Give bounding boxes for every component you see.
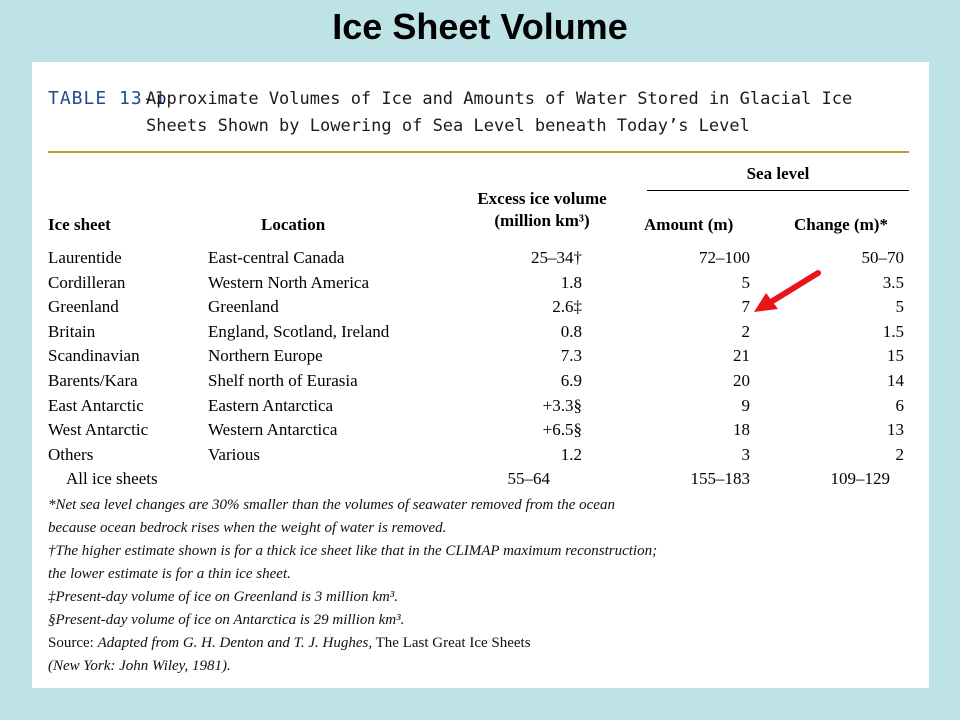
- header-ice-sheet: Ice sheet: [48, 215, 111, 234]
- slide-title: Ice Sheet Volume: [332, 6, 628, 47]
- table-row: [32, 320, 929, 345]
- footnote-section: §Present-day volume of ice on Antarctica is 29 million km³.: [48, 612, 405, 628]
- cell-ice-sheet: East Antarctic: [48, 395, 144, 415]
- cell-excess: +6.5§: [542, 420, 582, 440]
- header-excess-line2: (million km³): [494, 211, 590, 230]
- cell-location: Shelf north of Eurasia: [208, 370, 358, 390]
- table-total-row: [32, 467, 929, 492]
- cell-change: 15: [887, 346, 904, 366]
- table-row: [32, 369, 929, 394]
- cell-ice-sheet: Scandinavian: [48, 346, 140, 366]
- cell-location: Eastern Antarctica: [208, 395, 334, 415]
- cell-excess: 1.8: [560, 272, 582, 292]
- cell-ice-sheet: Britain: [48, 321, 96, 341]
- footnote-double-dagger: ‡Present-day volume of ice on Greenland is 3 million km³.: [48, 589, 398, 605]
- cell-amount: 18: [733, 420, 750, 440]
- cell-change: 50–70: [861, 248, 904, 267]
- cell-amount: 3: [741, 444, 750, 464]
- cell-ice-sheet: Cordilleran: [48, 272, 126, 292]
- cell-amount: 2: [741, 321, 750, 341]
- sea-level-group-header: Sea level: [746, 164, 810, 183]
- header-excess-line1: Excess ice volume: [477, 189, 607, 208]
- cell-amount: 20: [733, 370, 750, 390]
- cell-change: 1.5: [882, 321, 904, 341]
- cell-amount: 155–183: [690, 469, 750, 489]
- table-panel: [32, 62, 929, 688]
- cell-excess: 55–64: [507, 469, 550, 489]
- header-amount: Amount (m): [644, 215, 734, 234]
- source-book-title: The Last Great Ice Sheets: [375, 635, 531, 651]
- table-row: [32, 418, 929, 443]
- cell-change: 14: [887, 370, 904, 390]
- red-arrow-icon: [752, 269, 822, 315]
- cell-location: Western Antarctica: [208, 420, 338, 440]
- table-row: [32, 246, 929, 271]
- cell-excess: 7.3: [560, 346, 582, 366]
- cell-excess: 0.8: [560, 321, 582, 341]
- header-excess-volume: [442, 188, 642, 232]
- cell-location: Northern Europe: [208, 346, 323, 366]
- cell-change: 2: [895, 444, 904, 464]
- cell-excess: 1.2: [560, 444, 582, 464]
- cell-excess: 2.6‡: [552, 297, 582, 317]
- cell-amount: 72–100: [699, 248, 750, 267]
- cell-amount: 7: [741, 297, 750, 317]
- footnote-dagger-cont: the lower estimate is for a thin ice sheet.: [48, 566, 291, 582]
- cell-location: Western North America: [208, 272, 370, 292]
- cell-excess: 6.9: [560, 370, 582, 390]
- cell-amount: 5: [741, 272, 750, 292]
- footnote-asterisk: *Net sea level changes are 30% smaller than the volumes of seawater removed from the ocean: [48, 497, 615, 513]
- cell-location: Greenland: [208, 297, 279, 317]
- cell-excess: 25–34†: [531, 248, 582, 267]
- cell-change: 109–129: [830, 469, 890, 489]
- cell-ice-sheet: All ice sheets: [66, 469, 158, 489]
- cell-ice-sheet: Barents/Kara: [48, 370, 138, 390]
- cell-change: 3.5: [882, 272, 904, 292]
- footnote-dagger: †The higher estimate shown is for a thick ice sheet like that in the CLIMAP maximum reconstruction;: [48, 543, 658, 559]
- cell-change: 5: [895, 297, 904, 317]
- caption-rule: [48, 151, 909, 153]
- cell-ice-sheet: Others: [48, 444, 94, 464]
- cell-amount: 21: [733, 346, 750, 366]
- header-change: Change (m)*: [794, 215, 888, 234]
- cell-ice-sheet: West Antarctic: [48, 420, 149, 440]
- cell-amount: 9: [741, 395, 750, 415]
- cell-ice-sheet: Greenland: [48, 297, 119, 317]
- header-location: Location: [261, 215, 326, 234]
- table-label: TABLE 13-1: [48, 88, 167, 109]
- cell-change: 13: [887, 420, 904, 440]
- cell-location: Various: [208, 444, 260, 464]
- table-footnotes: [48, 494, 908, 678]
- cell-location: England, Scotland, Ireland: [208, 321, 390, 341]
- table-caption: Approximate Volumes of Ice and Amounts of Water Stored in Glacial Ice Sheets Shown by Lowering of Sea Level beneath Today’s Level: [146, 89, 853, 136]
- source-line: [48, 632, 908, 655]
- cell-location: East-central Canada: [208, 248, 345, 267]
- source-label: Source:: [48, 635, 94, 651]
- cell-change: 6: [895, 395, 904, 415]
- cell-ice-sheet: Laurentide: [48, 248, 122, 267]
- table-row: [32, 344, 929, 369]
- footnote-asterisk-cont: because ocean bedrock rises when the weight of water is removed.: [48, 520, 447, 536]
- source-publisher: (New York: John Wiley, 1981).: [48, 658, 231, 674]
- table-row: [32, 443, 929, 468]
- table-row: [32, 394, 929, 419]
- source-text: Adapted from G. H. Denton and T. J. Hughes,: [97, 635, 373, 651]
- cell-excess: +3.3§: [542, 395, 582, 415]
- sea-level-rule: [647, 190, 909, 191]
